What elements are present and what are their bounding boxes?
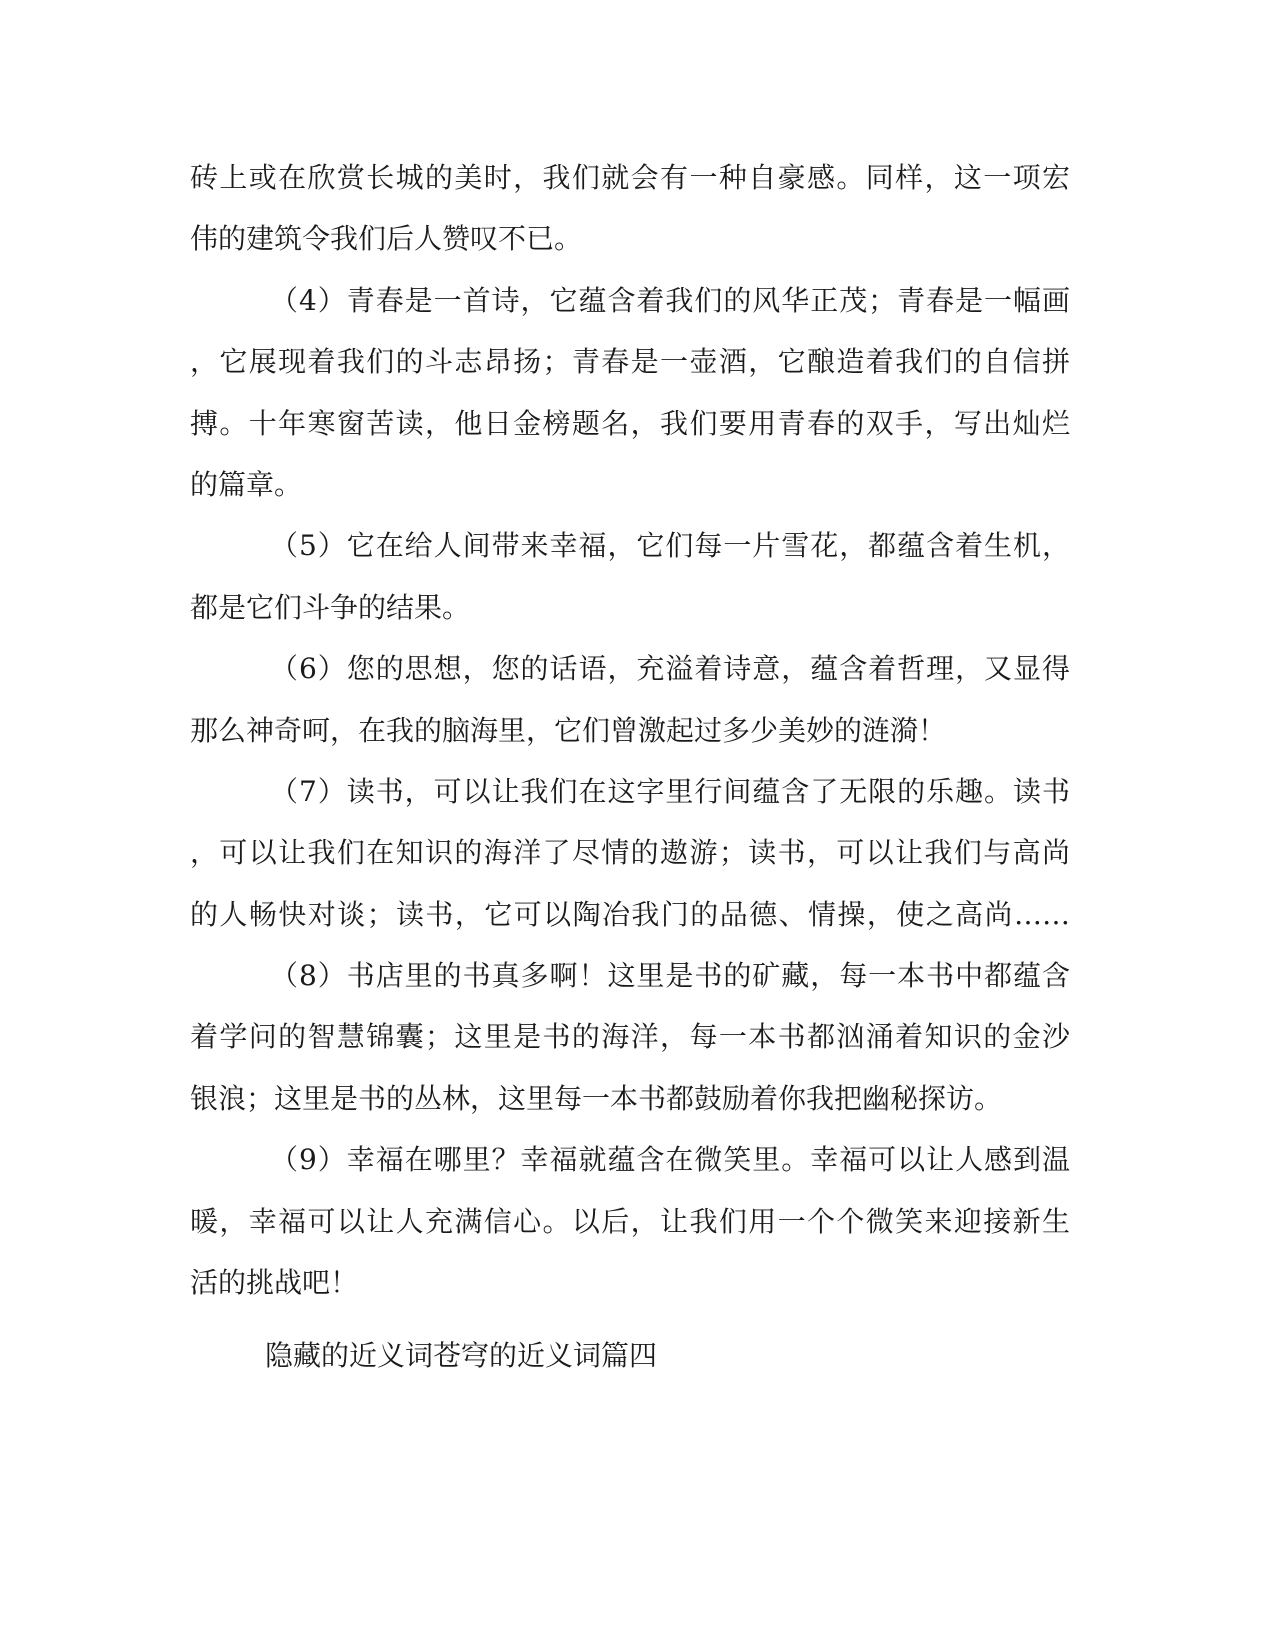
text-line: 银浪；这里是书的丛林，这里每一本书都鼓励着你我把幽秘探访。 <box>190 1081 1003 1115</box>
paragraph-5-start: （5）它在给人间带来幸福，它们每一片雪花，都蕴含着生机， <box>270 529 1070 563</box>
paragraph-9-start: （9）幸福在哪里？幸福就蕴含在微笑里。幸福可以让人感到温 <box>270 1143 1070 1177</box>
text-line: 伟的建筑令我们后人赞叹不已。 <box>190 222 583 256</box>
text-line: ，可以让我们在知识的海洋了尽情的遨游；读书，可以让我们与高尚 <box>190 836 1070 870</box>
text-line: 的人畅快对谈；读书，它可以陶冶我门的品德、情操，使之高尚…… <box>190 897 1070 931</box>
body-text <box>190 158 1070 1324</box>
section-heading: 隐藏的近义词苍穹的近义词篇四 <box>265 1339 658 1372</box>
paragraph-8-start: （8）书店里的书真多啊！这里是书的矿藏，每一本书中都蕴含 <box>270 959 1070 993</box>
text-line: 那么神奇呵，在我的脑海里，它们曾激起过多少美妙的涟漪！ <box>190 713 947 747</box>
paragraph-4-start: （4）青春是一首诗，它蕴含着我们的风华正茂；青春是一幅画 <box>270 283 1070 317</box>
text-line: ，它展现着我们的斗志昂扬；青春是一壶酒，它酿造着我们的自信拼 <box>190 345 1070 379</box>
text-line: 都是它们斗争的结果。 <box>190 590 471 624</box>
text-line: 砖上或在欣赏长城的美时，我们就会有一种自豪感。同样，这一项宏 <box>190 161 1070 194</box>
text-line: 着学问的智慧锦囊；这里是书的海洋，每一本书都汹涌着知识的金沙 <box>190 1020 1070 1054</box>
paragraph-6-start: （6）您的思想，您的话语，充溢着诗意，蕴含着哲理，又显得 <box>270 652 1070 686</box>
text-line: 的篇章。 <box>190 467 303 501</box>
text-line: 活的挑战吧！ <box>190 1266 359 1300</box>
text-line: 暖，幸福可以让人充满信心。以后，让我们用一个个微笑来迎接新生 <box>190 1204 1070 1238</box>
paragraph-7-start: （7）读书，可以让我们在这字里行间蕴含了无限的乐趣。读书 <box>270 774 1070 808</box>
text-line: 搏。十年寒窗苦读，他日金榜题名，我们要用青春的双手，写出灿烂 <box>190 406 1070 440</box>
